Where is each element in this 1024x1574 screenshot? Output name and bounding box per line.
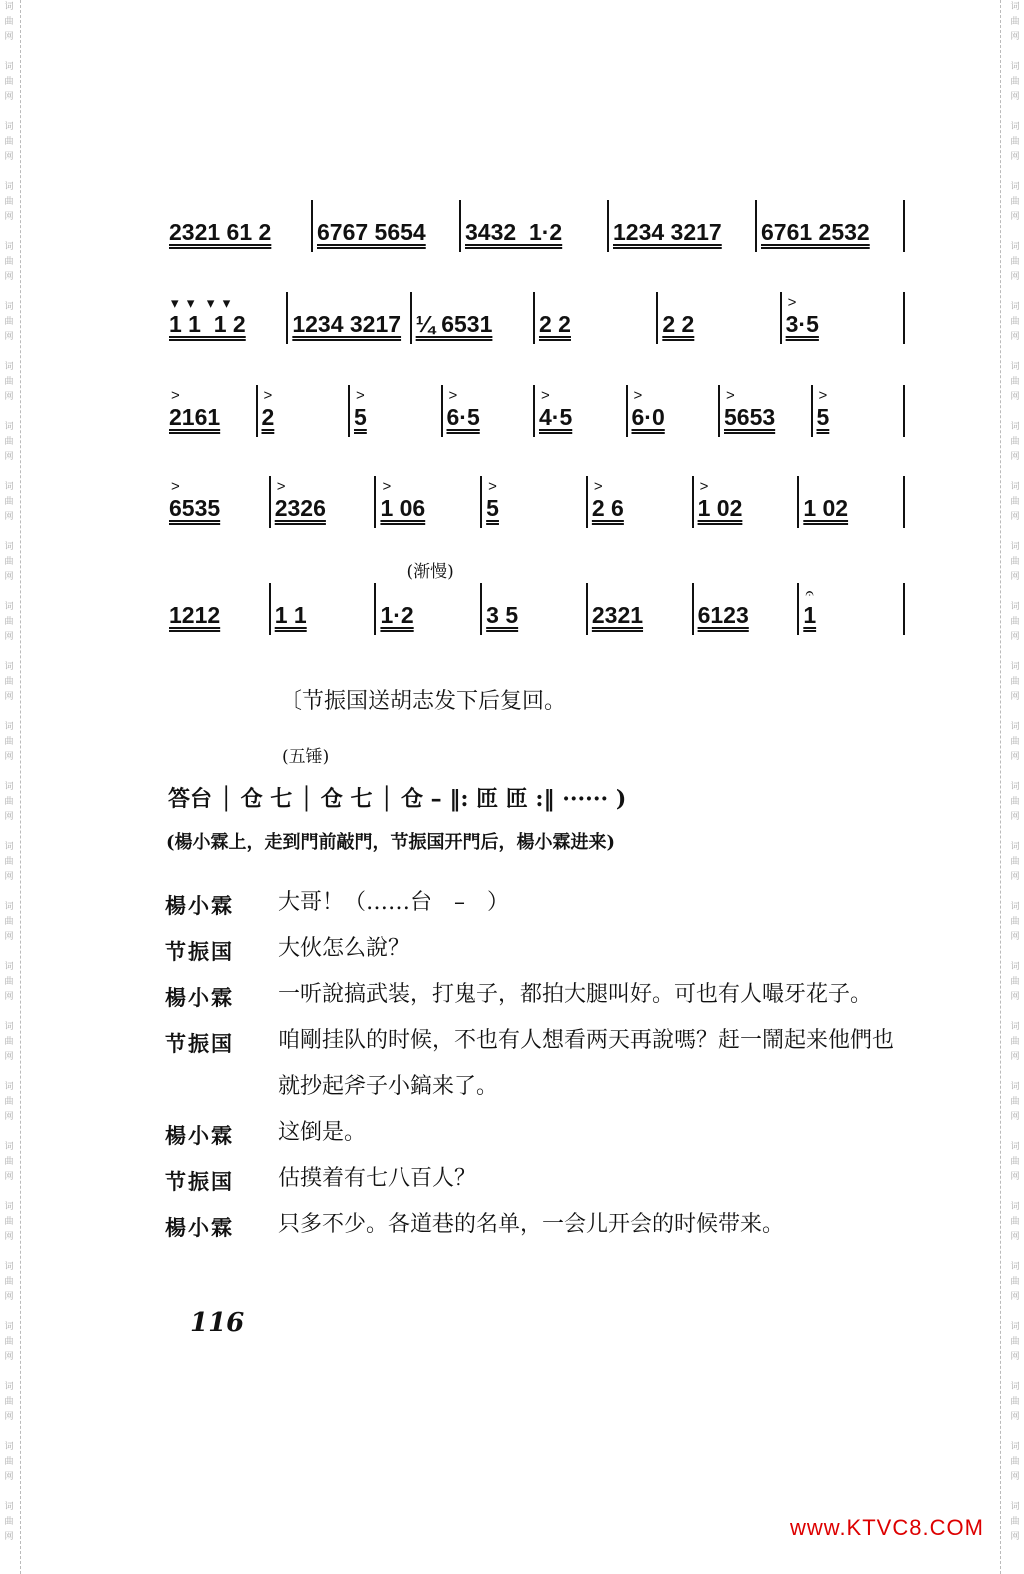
- measure: [588, 583, 694, 635]
- measure: [609, 200, 757, 252]
- measure: [588, 476, 694, 528]
- notes: 3 5: [486, 602, 519, 628]
- score-row: [165, 562, 905, 635]
- measure: [350, 385, 443, 437]
- accent-mark: >: [818, 387, 828, 404]
- notes: 2321: [591, 602, 644, 628]
- notes: 2321 61 2: [169, 219, 272, 245]
- measure: [694, 583, 800, 635]
- measure: [165, 200, 313, 252]
- measure: [694, 476, 800, 528]
- notes: 6761 2532: [761, 219, 870, 245]
- measure: [271, 583, 377, 635]
- notes: 5: [354, 404, 367, 430]
- accent-mark: >: [356, 387, 365, 404]
- accent-mark: ▾ ▾ ▾ ▾: [171, 295, 231, 312]
- measure: [799, 583, 905, 635]
- measure: [443, 385, 536, 437]
- speaker: 楊小霖: [165, 1123, 234, 1148]
- notes: 2326: [274, 495, 326, 521]
- accent-mark: >: [593, 478, 603, 495]
- side-watermark-right: 词 曲 网 词 曲 网 词 曲 网 词 曲 网 词 曲 网 词 曲 网 词 曲 网 词 曲 网 词 曲 网 词 曲 网 词 曲 网 词 曲 网 词 曲 网 词 曲 网 词 曲 网 词 曲 网 词 曲 网 词 曲 网 词 曲 网 词 曲 网 词 曲 网 词 曲 网 词 曲 网 词 曲 网 词 曲 网 词 曲 网: [1010, 2, 1020, 1542]
- notes: 1 02: [803, 495, 849, 521]
- gong-pattern: 答台 │ 仓 七 │ 仓 七 │ 仓 – ‖: 匝 匝 :‖ ······ ): [168, 786, 627, 812]
- notes: 6·5: [446, 404, 480, 430]
- accent-mark: >: [541, 387, 550, 404]
- measure: [412, 292, 535, 344]
- accent-mark: >: [276, 478, 286, 495]
- dashed-border-left: [20, 0, 21, 1574]
- speaker: 楊小霖: [165, 985, 234, 1010]
- dialogue-line: 大哥！（……台 – ）: [278, 890, 510, 915]
- measure: [482, 583, 588, 635]
- notes: 5: [816, 404, 830, 430]
- notes: 6767 5654: [317, 219, 426, 245]
- dialogue-line: 这倒是。: [278, 1120, 367, 1145]
- dialogue-line: 一听說搞武装，打鬼子，都拍大腿叫好。可也有人嘬牙花子。: [278, 982, 873, 1007]
- speaker: 节振国: [165, 1031, 234, 1056]
- measure: [376, 562, 482, 635]
- notes: 1 02: [697, 495, 743, 521]
- stage-direction-entrance: (楊小霖上，走到門前敲門，节振国开門后，楊小霖进来): [166, 832, 616, 853]
- notes: 4·5: [539, 404, 573, 430]
- notes: 1234 3217: [613, 219, 722, 245]
- speaker: 楊小霖: [165, 1215, 234, 1240]
- measure: [482, 476, 588, 528]
- accent-mark: >: [726, 387, 735, 404]
- speaker: 楊小霖: [165, 893, 234, 918]
- speaker: 节振国: [165, 1169, 234, 1194]
- accent-mark: >: [488, 478, 497, 495]
- accent-mark: >: [263, 387, 273, 404]
- measure: [628, 385, 721, 437]
- measure: [271, 476, 377, 528]
- accent-mark: >: [633, 387, 643, 404]
- notes: 1 1 1 2: [169, 311, 246, 337]
- score-row: [165, 385, 905, 437]
- accent-mark: >: [171, 478, 180, 495]
- notes: 2: [261, 404, 275, 430]
- page-number: 116: [190, 1308, 245, 1338]
- notes: 2 2: [662, 311, 695, 337]
- notes: 1234 3217: [292, 311, 402, 337]
- measure: [813, 385, 906, 437]
- measure: [165, 583, 271, 635]
- notes: 6535: [169, 495, 221, 521]
- accent-mark: >: [171, 387, 180, 404]
- notes: 1212: [169, 602, 221, 628]
- notes: ¼ 6531: [415, 311, 493, 337]
- measure: [461, 200, 609, 252]
- gong-label: (五锤): [282, 747, 330, 767]
- notes: 1: [803, 602, 817, 628]
- site-watermark: www.KTVC8.COM: [790, 1515, 984, 1540]
- side-watermark-left: 词 曲 网 词 曲 网 词 曲 网 词 曲 网 词 曲 网 词 曲 网 词 曲 网 词 曲 网 词 曲 网 词 曲 网 词 曲 网 词 曲 网 词 曲 网 词 曲 网 词 曲 网 词 曲 网 词 曲 网 词 曲 网 词 曲 网 词 曲 网 词 曲 网 词 曲 网 词 曲 网 词 曲 网 词 曲 网 词 曲 网: [4, 2, 14, 1542]
- notes: 6123: [697, 602, 749, 628]
- measure: [799, 476, 905, 528]
- measure: [535, 292, 658, 344]
- stage-direction: 〔节振国送胡志发下后复回。: [280, 689, 567, 714]
- measure: [165, 385, 258, 437]
- notes: 2161: [169, 404, 221, 430]
- measure: [165, 292, 288, 344]
- dialogue-line: 估摸着有七八百人？: [278, 1166, 477, 1191]
- notes: 3·5: [785, 311, 819, 337]
- notes: 3432 1·2: [465, 219, 563, 245]
- dashed-border-right: [1000, 0, 1001, 1574]
- accent-mark: >: [787, 294, 797, 311]
- dialogue-line: 只多不少。各道巷的名单，一会儿开会的时候带来。: [278, 1212, 785, 1237]
- score-row: [165, 292, 905, 344]
- notes: 1 1: [274, 602, 307, 628]
- measure: [288, 292, 411, 344]
- measure: [258, 385, 351, 437]
- notes: 2 2: [538, 311, 571, 337]
- accent-mark: >: [382, 478, 392, 495]
- tempo-note: (渐慢): [406, 562, 454, 582]
- notes: 5653: [724, 404, 776, 430]
- speaker: 节振国: [165, 939, 234, 964]
- measure: [720, 385, 813, 437]
- dialogue-line: 咱剛挂队的时候，不也有人想看两天再說嗎？赶一鬧起来他們也就抄起斧子小鎬来了。: [278, 1028, 895, 1099]
- measure: [376, 476, 482, 528]
- score-row: [165, 200, 905, 252]
- accent-mark: 𝄐: [805, 585, 814, 602]
- notes: 1 06: [380, 495, 426, 521]
- score-row: [165, 476, 905, 528]
- measure: [757, 200, 905, 252]
- measure: [535, 385, 628, 437]
- notes: 6·0: [631, 404, 665, 430]
- accent-mark: >: [448, 387, 458, 404]
- measure: [782, 292, 905, 344]
- notes: 5: [486, 495, 499, 521]
- measure: [165, 476, 271, 528]
- measure: [658, 292, 781, 344]
- accent-mark: >: [699, 478, 709, 495]
- measure: [313, 200, 461, 252]
- notes: 2 6: [591, 495, 624, 521]
- notes: 1·2: [380, 602, 414, 628]
- dialogue-line: 大伙怎么說？: [278, 936, 411, 961]
